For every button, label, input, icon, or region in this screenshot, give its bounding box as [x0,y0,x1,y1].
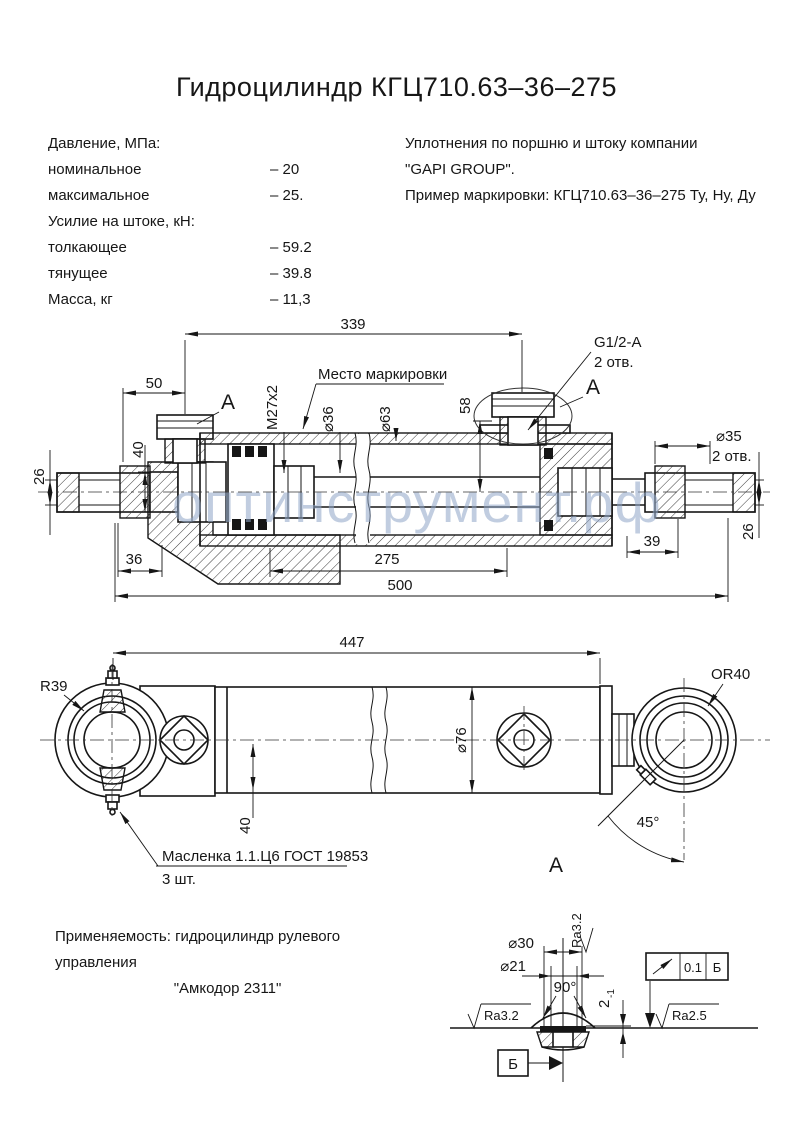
svg-text:40: 40 [237,817,254,834]
svg-text:2 отв.: 2 отв. [594,354,634,371]
svg-text:⌀76: ⌀76 [453,727,470,753]
grease-fitting-bottom [106,795,119,815]
datum-flag [498,1050,563,1076]
svg-text:50: 50 [145,375,163,392]
seal-note-line: "GAPI GROUP". [405,161,515,178]
svg-text:45°: 45° [636,814,660,831]
roughness-top [569,913,593,952]
dia35-callout [655,428,752,465]
svg-text:OR40: OR40 [711,666,751,683]
svg-text:58: 58 [457,397,474,414]
angle-45-dimension [608,814,684,862]
spec-value: – 20 [270,161,300,178]
spec-label: Усилие на штоке, кН: [48,213,195,230]
svg-text:⌀35: ⌀35 [716,428,742,445]
svg-text:⌀63: ⌀63 [377,406,394,432]
spec-value: – 39.8 [270,265,312,282]
grease-fitting-top [106,666,119,686]
svg-text:Масленка 1.1.Ц6 ГОСТ 19853: Масленка 1.1.Ц6 ГОСТ 19853 [162,848,369,865]
svg-text:3 шт.: 3 шт. [162,871,196,888]
detail-a-title: А [548,854,564,877]
svg-text:447: 447 [339,634,365,651]
svg-text:Ra2.5: Ra2.5 [672,1008,707,1023]
svg-text:А: А [220,391,236,414]
svg-text:26: 26 [740,523,757,540]
svg-text:Ra3.2: Ra3.2 [484,1008,519,1023]
spec-label: Давление, МПа: [48,135,161,152]
svg-text:275: 275 [374,551,400,568]
svg-text:40: 40 [130,441,147,458]
svg-text:М27х2: М27х2 [264,384,281,430]
seal-note-line: Пример маркировки: КГЦ710.63–36–275 Ту, Ну, Ду [405,187,756,204]
view1-section [31,316,770,602]
roughness-left [468,1004,531,1028]
spec-label: тянущее [48,265,108,282]
barrel-bottom-wall [200,535,612,546]
detail-a [450,854,758,1082]
svg-text:Место маркировки: Место маркировки [318,366,448,383]
break-line [354,433,356,543]
spec-value: – 59.2 [270,239,312,256]
svg-text:Ra3.2: Ra3.2 [569,913,584,948]
svg-text:0.1: 0.1 [683,960,703,975]
svg-text:90°: 90° [553,979,577,996]
svg-text:2: 2 [596,999,613,1008]
dimension-26-left [31,450,57,535]
drawing-title: Гидроцилиндр КГЦ710.63–36–275 [175,72,618,102]
spec-value: – 25. [270,187,304,204]
watermark: оптинструмент.рф [172,471,662,534]
svg-text:Б: Б [508,1056,518,1073]
svg-text:339: 339 [340,316,366,333]
spec-value: – 11,3 [270,291,311,308]
roughness-right [656,1004,719,1028]
svg-text:R39: R39 [40,678,68,695]
spec-label: Масса, кг [48,291,113,308]
svg-text:39: 39 [643,533,661,550]
svg-text:500: 500 [387,577,413,594]
angle-90-dimension [543,979,586,1018]
view2-outline [40,634,770,888]
svg-text:⌀36: ⌀36 [320,406,337,432]
barrel-top-wall [200,433,612,444]
svg-text:⌀21: ⌀21 [500,958,526,975]
spec-label: номинальное [48,161,142,178]
spec-label: толкающее [48,239,127,256]
seal-note-line: Уплотнения по поршню и штоку компании [405,135,698,152]
spec-label: максимальное [48,187,150,204]
dimension-447 [113,634,600,684]
dimension-39 [627,519,678,558]
svg-text:А: А [585,376,601,399]
svg-text:⌀30: ⌀30 [508,935,534,952]
svg-text:26: 26 [31,468,48,485]
svg-text:G1/2-A: G1/2-A [594,334,642,351]
svg-text:-1: -1 [606,989,617,998]
application-line: "Амкодор 2311" [173,980,282,997]
svg-text:2 отв.: 2 отв. [712,448,752,465]
svg-text:36: 36 [125,551,143,568]
svg-text:Б: Б [712,960,722,975]
application-line: Применяемость: гидроцилиндр рулевого управления [55,928,341,971]
dimension-2-tol [586,989,631,1058]
right-port [492,393,554,417]
